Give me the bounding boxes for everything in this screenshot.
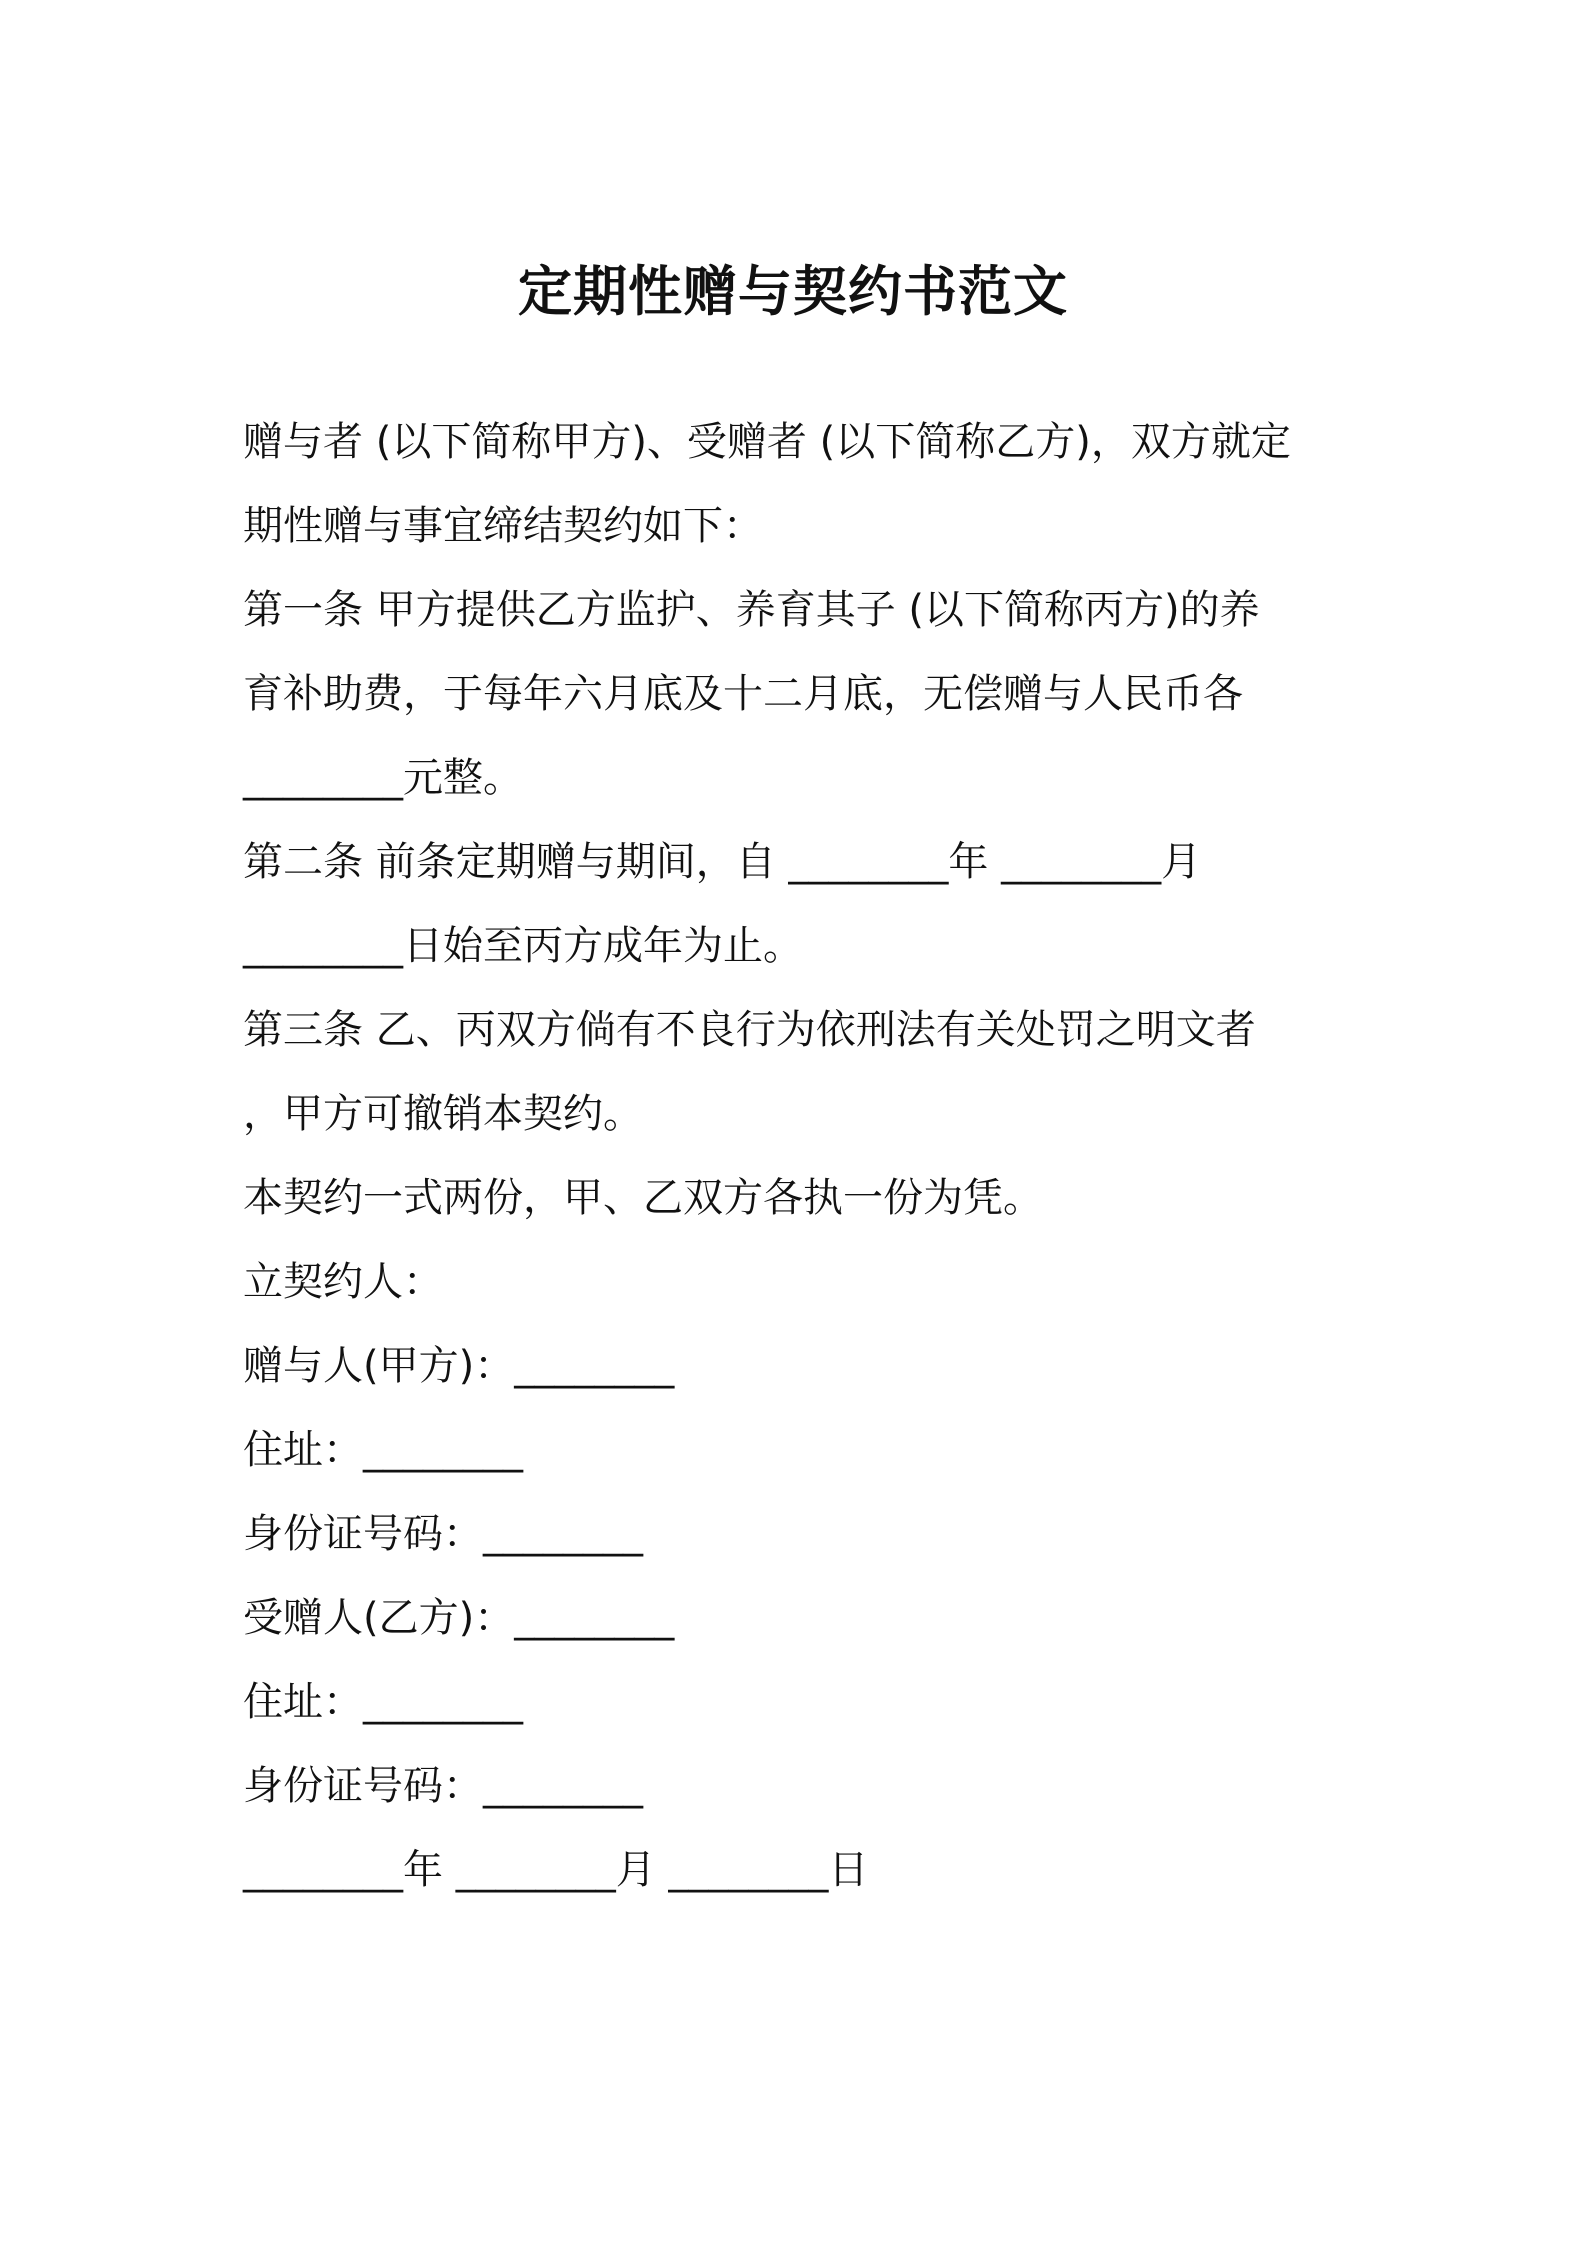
preamble-line-1: 赠与者 (以下简称甲方)、受赠者 (以下简称乙方)，双方就定 — [243, 419, 1291, 465]
copies-statement: 本契约一式两份，甲、乙双方各执一份为凭。 — [243, 1175, 1043, 1221]
donee-id-field: 身份证号码：________ — [243, 1763, 643, 1809]
donor-address-field: 住址：________ — [243, 1427, 523, 1473]
date-field: ________年 ________月 ________日 — [243, 1847, 869, 1893]
donee-name-field: 受赠人(乙方)：________ — [243, 1595, 675, 1641]
article-1-line-3: ________元整。 — [243, 755, 523, 801]
document-body — [243, 400, 1353, 1912]
article-3-line-2: ，甲方可撤销本契约。 — [243, 1091, 643, 1137]
donor-id-field: 身份证号码：________ — [243, 1511, 643, 1557]
preamble-line-2: 期性赠与事宜缔结契约如下： — [243, 503, 763, 549]
donee-address-field: 住址：________ — [243, 1679, 523, 1725]
article-2-line-2: ________日始至丙方成年为止。 — [243, 923, 803, 969]
article-3-line-1: 第三条 乙、丙双方倘有不良行为依刑法有关处罚之明文者 — [243, 1007, 1256, 1053]
document-title: 定期性赠与契约书范文 — [518, 260, 1068, 323]
article-1-line-1: 第一条 甲方提供乙方监护、养育其子 (以下简称丙方)的养 — [243, 587, 1260, 633]
donor-name-field: 赠与人(甲方)：________ — [243, 1343, 675, 1389]
signatories-heading: 立契约人： — [243, 1259, 443, 1305]
article-1-line-2: 育补助费，于每年六月底及十二月底，无偿赠与人民币各 — [243, 671, 1243, 717]
article-2-line-1: 第二条 前条定期赠与期间，自 ________年 ________月 — [243, 839, 1202, 885]
